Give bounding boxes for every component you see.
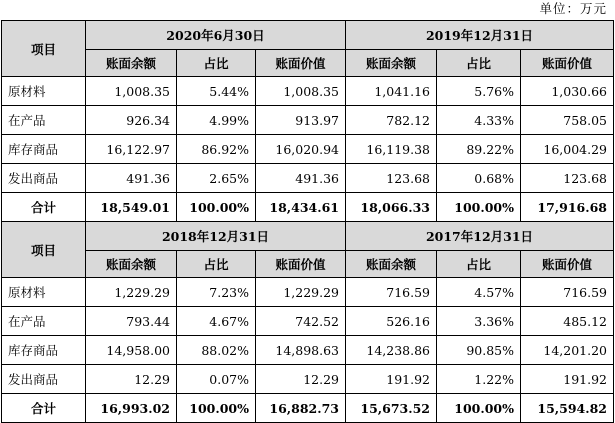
cell-value: 14,898.63 bbox=[256, 336, 346, 365]
cell-value: 1.22% bbox=[437, 365, 521, 394]
period-header: 2019年12月31日 bbox=[346, 21, 614, 50]
cell-value: 123.68 bbox=[346, 164, 437, 193]
cell-value: 526.16 bbox=[346, 307, 437, 336]
total-value: 17,916.68 bbox=[521, 193, 614, 222]
column-header: 账面余额 bbox=[86, 50, 177, 77]
cell-value: 191.92 bbox=[346, 365, 437, 394]
inventory-table-body bbox=[2, 21, 614, 423]
total-label: 合计 bbox=[2, 394, 86, 423]
table-row bbox=[2, 336, 614, 365]
total-value: 100.00% bbox=[437, 394, 521, 423]
item-header: 项目 bbox=[2, 222, 86, 278]
row-label: 原材料 bbox=[2, 77, 86, 106]
column-header: 账面余额 bbox=[346, 50, 437, 77]
table-row bbox=[2, 365, 614, 394]
cell-value: 782.12 bbox=[346, 106, 437, 135]
cell-value: 913.97 bbox=[256, 106, 346, 135]
cell-value: 485.12 bbox=[521, 307, 614, 336]
cell-value: 4.99% bbox=[177, 106, 256, 135]
cell-value: 491.36 bbox=[256, 164, 346, 193]
total-value: 100.00% bbox=[437, 193, 521, 222]
column-header: 账面价值 bbox=[256, 251, 346, 278]
cell-value: 14,201.20 bbox=[521, 336, 614, 365]
cell-value: 14,238.86 bbox=[346, 336, 437, 365]
cell-value: 1,229.29 bbox=[256, 278, 346, 307]
column-header: 账面价值 bbox=[521, 50, 614, 77]
row-label: 发出商品 bbox=[2, 164, 86, 193]
period-header-row bbox=[2, 21, 614, 50]
cell-value: 1,008.35 bbox=[256, 77, 346, 106]
period-header: 2017年12月31日 bbox=[346, 222, 614, 251]
cell-value: 88.02% bbox=[177, 336, 256, 365]
cell-value: 86.92% bbox=[177, 135, 256, 164]
row-label: 原材料 bbox=[2, 278, 86, 307]
column-header: 占比 bbox=[177, 50, 256, 77]
cell-value: 7.23% bbox=[177, 278, 256, 307]
cell-value: 5.44% bbox=[177, 77, 256, 106]
cell-value: 191.92 bbox=[521, 365, 614, 394]
cell-value: 926.34 bbox=[86, 106, 177, 135]
unit-label: 单位：万元 bbox=[539, 1, 607, 16]
cell-value: 3.36% bbox=[437, 307, 521, 336]
period-header: 2018年12月31日 bbox=[86, 222, 346, 251]
total-value: 15,673.52 bbox=[346, 394, 437, 423]
total-value: 18,434.61 bbox=[256, 193, 346, 222]
period-header-row bbox=[2, 222, 614, 251]
cell-value: 716.59 bbox=[521, 278, 614, 307]
cell-value: 12.29 bbox=[256, 365, 346, 394]
cell-value: 16,020.94 bbox=[256, 135, 346, 164]
total-row bbox=[2, 394, 614, 423]
table-row bbox=[2, 77, 614, 106]
cell-value: 0.07% bbox=[177, 365, 256, 394]
period-header: 2020年6月30日 bbox=[86, 21, 346, 50]
column-header: 占比 bbox=[437, 251, 521, 278]
column-header-row bbox=[2, 50, 614, 77]
table-row bbox=[2, 106, 614, 135]
cell-value: 89.22% bbox=[437, 135, 521, 164]
cell-value: 5.76% bbox=[437, 77, 521, 106]
cell-value: 1,229.29 bbox=[86, 278, 177, 307]
cell-value: 12.29 bbox=[86, 365, 177, 394]
cell-value: 14,958.00 bbox=[86, 336, 177, 365]
column-header-row bbox=[2, 251, 614, 278]
cell-value: 1,030.66 bbox=[521, 77, 614, 106]
cell-value: 4.33% bbox=[437, 106, 521, 135]
cell-value: 16,004.29 bbox=[521, 135, 614, 164]
total-value: 18,066.33 bbox=[346, 193, 437, 222]
cell-value: 4.67% bbox=[177, 307, 256, 336]
column-header: 账面余额 bbox=[346, 251, 437, 278]
total-row bbox=[2, 193, 614, 222]
row-label: 库存商品 bbox=[2, 135, 86, 164]
row-label: 在产品 bbox=[2, 307, 86, 336]
total-value: 15,594.82 bbox=[521, 394, 614, 423]
column-header: 占比 bbox=[437, 50, 521, 77]
row-label: 库存商品 bbox=[2, 336, 86, 365]
inventory-table bbox=[1, 20, 614, 423]
total-value: 100.00% bbox=[177, 193, 256, 222]
column-header: 账面价值 bbox=[256, 50, 346, 77]
total-label: 合计 bbox=[2, 193, 86, 222]
cell-value: 793.44 bbox=[86, 307, 177, 336]
cell-value: 16,122.97 bbox=[86, 135, 177, 164]
cell-value: 1,041.16 bbox=[346, 77, 437, 106]
total-value: 16,882.73 bbox=[256, 394, 346, 423]
column-header: 占比 bbox=[177, 251, 256, 278]
cell-value: 0.68% bbox=[437, 164, 521, 193]
cell-value: 491.36 bbox=[86, 164, 177, 193]
total-value: 18,549.01 bbox=[86, 193, 177, 222]
row-label: 在产品 bbox=[2, 106, 86, 135]
cell-value: 716.59 bbox=[346, 278, 437, 307]
cell-value: 758.05 bbox=[521, 106, 614, 135]
column-header: 账面价值 bbox=[521, 251, 614, 278]
cell-value: 2.65% bbox=[177, 164, 256, 193]
cell-value: 16,119.38 bbox=[346, 135, 437, 164]
table-row bbox=[2, 278, 614, 307]
cell-value: 123.68 bbox=[521, 164, 614, 193]
row-label: 发出商品 bbox=[2, 365, 86, 394]
item-header: 项目 bbox=[2, 21, 86, 77]
cell-value: 1,008.35 bbox=[86, 77, 177, 106]
cell-value: 742.52 bbox=[256, 307, 346, 336]
table-row bbox=[2, 164, 614, 193]
total-value: 16,993.02 bbox=[86, 394, 177, 423]
total-value: 100.00% bbox=[177, 394, 256, 423]
cell-value: 90.85% bbox=[437, 336, 521, 365]
table-row bbox=[2, 135, 614, 164]
cell-value: 4.57% bbox=[437, 278, 521, 307]
column-header: 账面余额 bbox=[86, 251, 177, 278]
table-row bbox=[2, 307, 614, 336]
